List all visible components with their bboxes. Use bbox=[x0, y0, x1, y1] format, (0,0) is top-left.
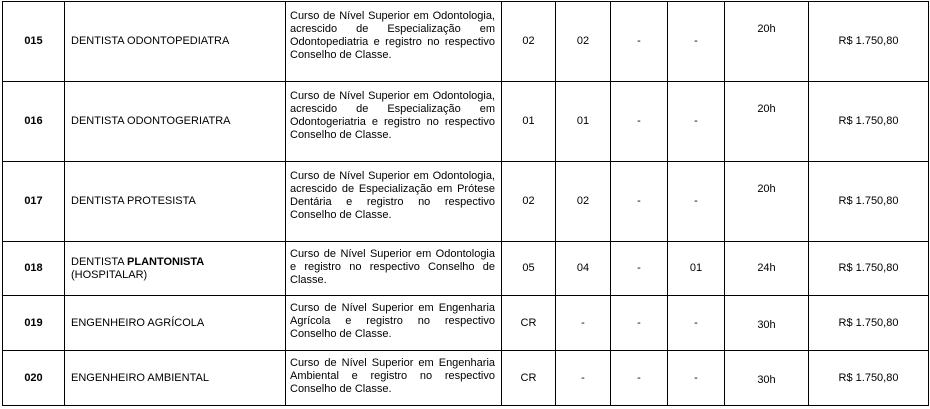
table-row bbox=[3, 296, 929, 351]
cargo-code: 015 bbox=[3, 2, 65, 82]
vagas-outras: - bbox=[668, 82, 725, 162]
carga-horaria: 24h bbox=[725, 242, 809, 296]
requisito: Curso de Nível Superior em Odontologia e registro no respectivo Conselho de Classe. bbox=[286, 242, 502, 296]
vagas-ampla: 01 bbox=[556, 82, 611, 162]
cargo-code: 017 bbox=[3, 162, 65, 242]
vagas-total: 02 bbox=[502, 162, 556, 242]
salario: R$ 1.750,80 bbox=[809, 242, 929, 296]
table-row bbox=[3, 2, 929, 82]
cargo-code: 019 bbox=[3, 296, 65, 351]
vagas-outras: - bbox=[668, 2, 725, 82]
requisito: Curso de Nível Superior em Engenharia Ambiental e registro no respectivo Conselho de Classe. bbox=[286, 351, 502, 406]
vagas-total: CR bbox=[502, 351, 556, 406]
vagas-outras: - bbox=[668, 296, 725, 351]
salario: R$ 1.750,80 bbox=[809, 296, 929, 351]
cargo-name: ENGENHEIRO AMBIENTAL bbox=[65, 351, 286, 406]
cargo-name: DENTISTA ODONTOPEDIATRA bbox=[65, 2, 286, 82]
vagas-pcd: - bbox=[611, 242, 668, 296]
salario: R$ 1.750,80 bbox=[809, 82, 929, 162]
vagas-total: CR bbox=[502, 296, 556, 351]
salario: R$ 1.750,80 bbox=[809, 351, 929, 406]
vagas-pcd: - bbox=[611, 162, 668, 242]
vagas-pcd: - bbox=[611, 2, 668, 82]
requisito: Curso de Nível Superior em Engenharia Agrícola e registro no respectivo Conselho de Classe. bbox=[286, 296, 502, 351]
salario: R$ 1.750,80 bbox=[809, 2, 929, 82]
table-row bbox=[3, 82, 929, 162]
cargo-code: 020 bbox=[3, 351, 65, 406]
requisito: Curso de Nível Superior em Odontologia, acrescido de Especialização em Prótese Dentária e registro no respectivo Conselho de Classe. bbox=[286, 162, 502, 242]
requisito: Curso de Nível Superior em Odontologia, acrescido de Especialização em Odontogeriatria e registro no respectivo Conselho de Classe. bbox=[286, 82, 502, 162]
cargo-name: ENGENHEIRO AGRÍCOLA bbox=[65, 296, 286, 351]
vagas-outras: - bbox=[668, 162, 725, 242]
cargo-name: DENTISTA PROTESISTA bbox=[65, 162, 286, 242]
table-row bbox=[3, 351, 929, 406]
requisito: Curso de Nível Superior em Odontologia, acrescido de Especialização em Odontopediatria e registro no respectivo Conselho de Classe. bbox=[286, 2, 502, 82]
vagas-pcd: - bbox=[611, 296, 668, 351]
carga-horaria: 30h bbox=[725, 351, 809, 406]
vagas-total: 01 bbox=[502, 82, 556, 162]
vagas-pcd: - bbox=[611, 82, 668, 162]
table-row bbox=[3, 242, 929, 296]
salario: R$ 1.750,80 bbox=[809, 162, 929, 242]
vagas-ampla: 02 bbox=[556, 162, 611, 242]
cargo-code: 018 bbox=[3, 242, 65, 296]
cargo-name: DENTISTA PLANTONISTA (HOSPITALAR) bbox=[65, 242, 286, 296]
vagas-outras: 01 bbox=[668, 242, 725, 296]
carga-horaria: 20h bbox=[725, 2, 809, 82]
carga-horaria: 20h bbox=[725, 82, 809, 162]
vacancy-table bbox=[2, 1, 929, 406]
vagas-pcd: - bbox=[611, 351, 668, 406]
vagas-ampla: - bbox=[556, 351, 611, 406]
carga-horaria: 30h bbox=[725, 296, 809, 351]
vagas-ampla: - bbox=[556, 296, 611, 351]
table-row bbox=[3, 162, 929, 242]
vagas-total: 05 bbox=[502, 242, 556, 296]
cargo-name: DENTISTA ODONTOGERIATRA bbox=[65, 82, 286, 162]
vagas-outras: - bbox=[668, 351, 725, 406]
vagas-total: 02 bbox=[502, 2, 556, 82]
vagas-ampla: 02 bbox=[556, 2, 611, 82]
vagas-ampla: 04 bbox=[556, 242, 611, 296]
carga-horaria: 20h bbox=[725, 162, 809, 242]
cargo-name-bold: PLANTONISTA bbox=[127, 255, 205, 268]
cargo-name-suffix: (HOSPITALAR) bbox=[71, 268, 148, 281]
cargo-code: 016 bbox=[3, 82, 65, 162]
